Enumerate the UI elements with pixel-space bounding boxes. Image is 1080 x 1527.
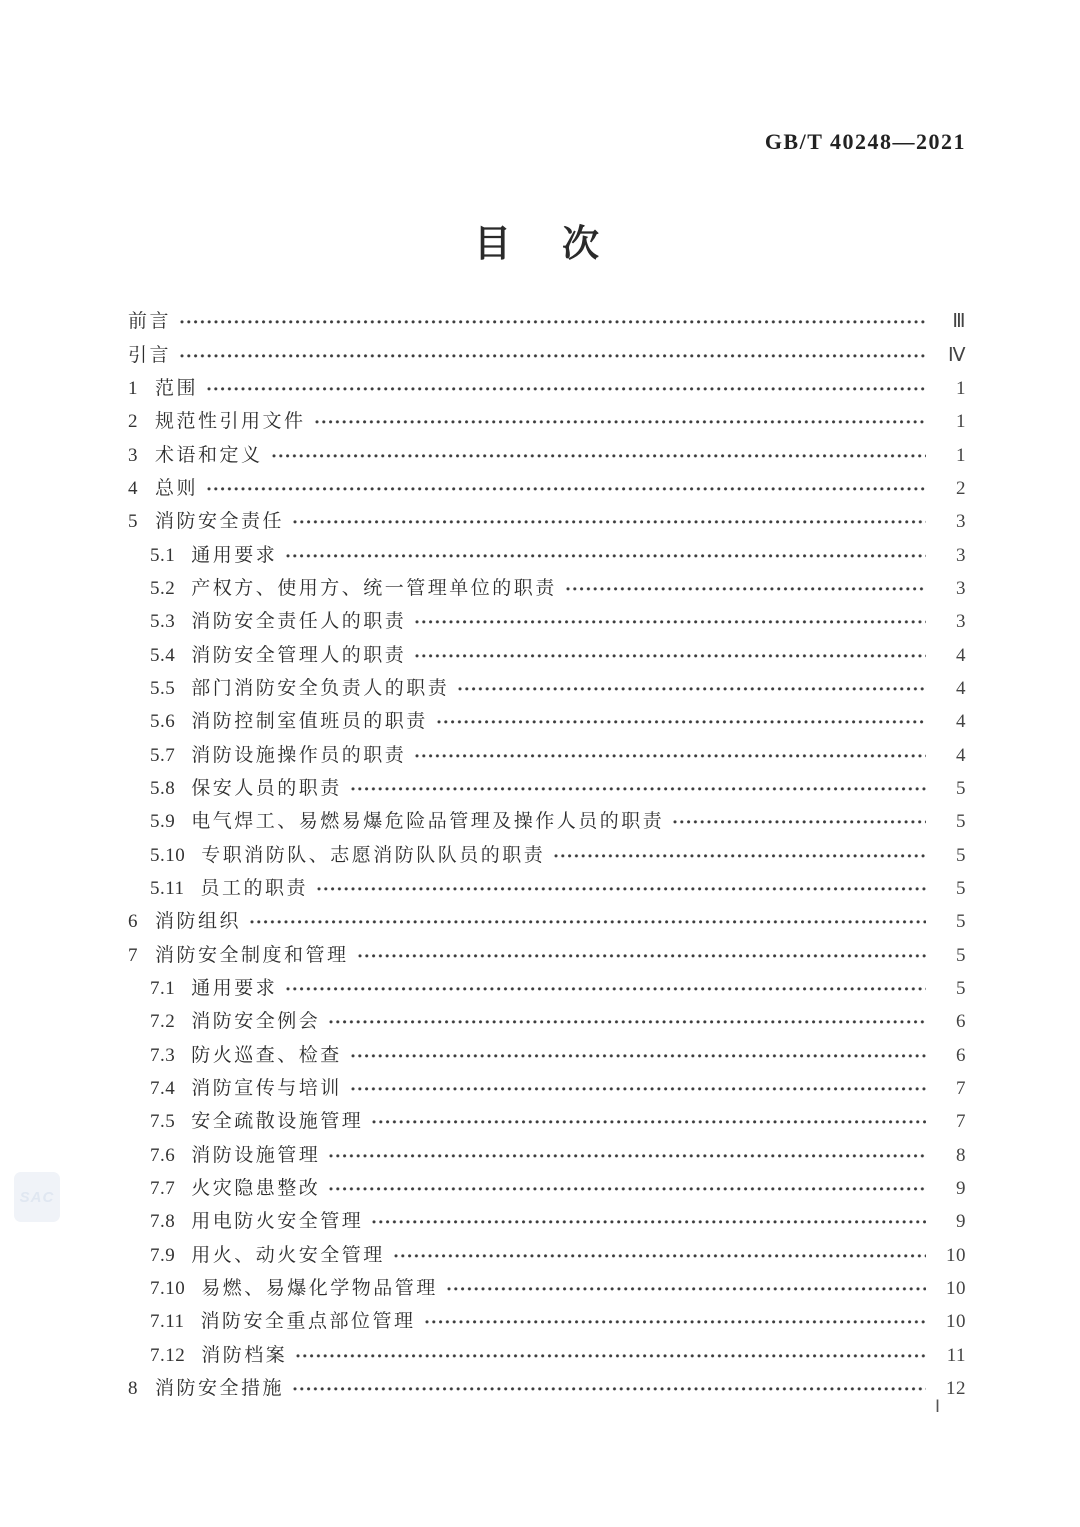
toc-leader-dots xyxy=(414,746,926,765)
toc-entry-number: 5.3 xyxy=(150,611,176,633)
toc-entry-title: 消防组织 xyxy=(155,911,242,933)
toc-entry[interactable] xyxy=(128,538,966,571)
toc-entry-page: 5 xyxy=(956,878,966,900)
toc-leader-dots xyxy=(565,579,926,598)
toc-entry-title: 术语和定义 xyxy=(155,444,263,466)
toc-entry-title: 消防安全制度和管理 xyxy=(155,944,349,966)
toc-entry-number: 7.6 xyxy=(150,1144,176,1166)
toc-leader-dots xyxy=(457,679,926,698)
toc-entry-page: 5 xyxy=(956,978,966,1000)
toc-leader-dots xyxy=(285,546,926,565)
toc-leader-dots xyxy=(316,879,926,898)
toc-leader-dots xyxy=(446,1279,926,1298)
toc-entry-page: 4 xyxy=(956,644,966,666)
toc-entry-title: 消防宣传与培训 xyxy=(191,1078,342,1100)
standard-code: GB/T 40248—2021 xyxy=(764,129,966,154)
toc-entry[interactable] xyxy=(128,472,966,505)
toc-entry-number: 5.2 xyxy=(150,577,176,599)
toc-leader-dots xyxy=(393,1246,926,1265)
toc-entry[interactable] xyxy=(128,1005,966,1038)
toc-entry[interactable] xyxy=(128,705,966,738)
toc-leader-dots xyxy=(271,446,926,465)
sac-watermark-logo xyxy=(14,1172,60,1222)
toc-leader-dots xyxy=(436,712,926,731)
toc-entry-title: 通用要求 xyxy=(191,978,278,1000)
toc-entry-number: 7.4 xyxy=(150,1078,176,1100)
toc-entry-title: 防火巡查、检查 xyxy=(191,1044,342,1066)
toc-entry-title: 消防安全管理人的职责 xyxy=(191,644,407,666)
toc-entry-number: 7.9 xyxy=(150,1244,176,1266)
toc-entry-number: 2 xyxy=(128,411,138,433)
toc-entry[interactable] xyxy=(128,1372,966,1405)
toc-entry-title: 部门消防安全负责人的职责 xyxy=(191,677,450,699)
toc-entry-number: 7.1 xyxy=(150,978,176,1000)
toc-entry-number: 5.11 xyxy=(150,878,185,900)
toc-entry[interactable] xyxy=(128,905,966,938)
toc-entry-title: 用电防火安全管理 xyxy=(191,1211,364,1233)
toc-entry-page: 11 xyxy=(946,1344,966,1366)
toc-entry-number: 7.3 xyxy=(150,1044,176,1066)
toc-entry[interactable] xyxy=(128,872,966,905)
toc-entry-number: 7.10 xyxy=(150,1278,186,1300)
toc-leader-dots xyxy=(206,379,926,398)
toc-leader-dots xyxy=(371,1212,926,1231)
toc-entry[interactable] xyxy=(128,1339,966,1372)
toc-entry-page: 5 xyxy=(956,844,966,866)
toc-entry-title: 员工的职责 xyxy=(200,878,309,900)
toc-entry-number: 5.1 xyxy=(150,544,176,566)
toc-entry[interactable] xyxy=(128,305,966,338)
toc-leader-dots xyxy=(179,312,926,331)
toc-entry-page: 10 xyxy=(946,1311,966,1333)
toc-entry[interactable] xyxy=(128,605,966,638)
toc-leader-dots xyxy=(292,1379,926,1398)
toc-entry-page: 6 xyxy=(956,1044,966,1066)
toc-entry[interactable] xyxy=(128,805,966,838)
toc-leader-dots xyxy=(179,346,926,365)
toc-entry[interactable] xyxy=(128,638,966,671)
toc-entry-page: 6 xyxy=(956,1011,966,1033)
toc-entry-number: 5.9 xyxy=(150,811,176,833)
toc-entry-number: 5.6 xyxy=(150,711,176,733)
toc-entry-title: 消防档案 xyxy=(201,1344,288,1366)
toc-leader-dots xyxy=(414,646,926,665)
toc-leader-dots xyxy=(350,779,926,798)
toc-entry-number: 5.8 xyxy=(150,777,176,799)
toc-entry-title: 消防安全责任人的职责 xyxy=(191,611,407,633)
toc-entry[interactable] xyxy=(128,372,966,405)
toc-entry-title: 专职消防队、志愿消防队队员的职责 xyxy=(201,844,546,866)
toc-entry-title: 火灾隐患整改 xyxy=(191,1178,321,1200)
toc-entry-page: 2 xyxy=(956,477,966,499)
toc-entry-number: 7.8 xyxy=(150,1211,176,1233)
toc-entry[interactable] xyxy=(128,1305,966,1338)
toc-entry-title: 总则 xyxy=(155,477,199,499)
toc-leader-dots xyxy=(350,1079,926,1098)
toc-leader-dots xyxy=(672,812,926,831)
toc-leader-dots xyxy=(371,1112,926,1131)
watermark-text: SAC xyxy=(19,1188,55,1206)
toc-entry-page: 3 xyxy=(956,544,966,566)
toc-entry-page: 1 xyxy=(956,411,966,433)
toc-entry-page: 9 xyxy=(956,1211,966,1233)
toc-entry-page: Ⅲ xyxy=(952,311,966,333)
toc-entry-title: 通用要求 xyxy=(191,544,278,566)
toc-entry[interactable] xyxy=(128,672,966,705)
toc-entry[interactable] xyxy=(128,1205,966,1238)
toc-entry-title: 消防设施管理 xyxy=(191,1144,321,1166)
toc-entry[interactable] xyxy=(128,1172,966,1205)
toc-entry-number: 5.10 xyxy=(150,844,186,866)
toc-entry-page: 1 xyxy=(956,444,966,466)
toc-entry[interactable] xyxy=(128,338,966,371)
toc-entry-title: 用火、动火安全管理 xyxy=(191,1244,385,1266)
toc-entry-number: 6 xyxy=(128,911,138,933)
toc-entry[interactable] xyxy=(128,738,966,771)
toc-entry[interactable] xyxy=(128,939,966,972)
toc-entry[interactable] xyxy=(128,1039,966,1072)
toc-entry-title: 易燃、易爆化学物品管理 xyxy=(201,1278,438,1300)
toc-entry-title: 消防控制室值班员的职责 xyxy=(191,711,428,733)
toc-entry-page: 1 xyxy=(956,377,966,399)
toc-entry[interactable] xyxy=(128,1239,966,1272)
toc-entry-number: 3 xyxy=(128,444,138,466)
toc-entry-page: 5 xyxy=(956,811,966,833)
toc-entry[interactable] xyxy=(128,1072,966,1105)
toc-entry[interactable] xyxy=(128,1272,966,1305)
toc-entry-page: 5 xyxy=(956,944,966,966)
toc-entry-title: 前言 xyxy=(128,311,172,333)
toc-entry[interactable] xyxy=(128,972,966,1005)
toc-entry-page: 4 xyxy=(956,711,966,733)
toc-entry-number: 4 xyxy=(128,477,138,499)
toc-entry-number: 7.5 xyxy=(150,1111,176,1133)
toc-entry[interactable] xyxy=(128,839,966,872)
toc-entry-number: 7.11 xyxy=(150,1311,185,1333)
toc-entry[interactable] xyxy=(128,772,966,805)
toc-leader-dots xyxy=(249,912,926,931)
toc-entry[interactable] xyxy=(128,405,966,438)
toc-entry-page: 10 xyxy=(946,1278,966,1300)
toc-entry-page: 3 xyxy=(956,577,966,599)
toc-entry-page: 7 xyxy=(956,1111,966,1133)
toc-entry-page: 3 xyxy=(956,611,966,633)
toc-leader-dots xyxy=(295,1346,926,1365)
toc-entry[interactable] xyxy=(128,572,966,605)
toc-entry-title: 消防安全措施 xyxy=(155,1378,285,1400)
toc-entry-title: 规范性引用文件 xyxy=(155,411,306,433)
toc-entry[interactable] xyxy=(128,1139,966,1172)
toc-entry-number: 5 xyxy=(128,511,138,533)
toc-entry-number: 5.5 xyxy=(150,677,176,699)
toc-entry-number: 7 xyxy=(128,944,138,966)
toc-entry-number: 7.7 xyxy=(150,1178,176,1200)
toc-entry[interactable] xyxy=(128,438,966,471)
toc-leader-dots xyxy=(424,1312,926,1331)
toc-leader-dots xyxy=(285,979,926,998)
toc-entry-title: 消防安全重点部位管理 xyxy=(200,1311,416,1333)
toc-entry-number: 7.2 xyxy=(150,1011,176,1033)
toc-entry-page: 7 xyxy=(956,1078,966,1100)
toc-entry-title: 消防安全责任 xyxy=(155,511,285,533)
toc-list xyxy=(128,305,966,1405)
toc-entry-title: 范围 xyxy=(155,377,199,399)
toc-entry-number: 8 xyxy=(128,1378,138,1400)
toc-entry-page: 9 xyxy=(956,1178,966,1200)
toc-leader-dots xyxy=(328,1146,926,1165)
toc-leader-dots xyxy=(328,1012,926,1031)
toc-leader-dots xyxy=(314,412,926,431)
page-number: Ⅰ xyxy=(934,1397,940,1416)
toc-entry[interactable] xyxy=(128,1105,966,1138)
toc-entry-title: 消防设施操作员的职责 xyxy=(191,744,407,766)
toc-entry-title: 电气焊工、易燃易爆危险品管理及操作人员的职责 xyxy=(191,811,665,833)
toc-leader-dots xyxy=(553,846,926,865)
toc-leader-dots xyxy=(292,512,926,531)
toc-leader-dots xyxy=(328,1179,926,1198)
toc-entry[interactable] xyxy=(128,505,966,538)
toc-entry-number: 5.4 xyxy=(150,644,176,666)
toc-leader-dots xyxy=(350,1046,926,1065)
page-title: 目 次 xyxy=(474,223,606,264)
toc-entry-page: 10 xyxy=(946,1244,966,1266)
toc-entry-page: 8 xyxy=(956,1144,966,1166)
toc-leader-dots xyxy=(206,479,926,498)
toc-entry-title: 安全疏散设施管理 xyxy=(191,1111,364,1133)
toc-entry-title: 引言 xyxy=(128,344,172,366)
toc-entry-page: 12 xyxy=(946,1378,966,1400)
toc-leader-dots xyxy=(414,612,926,631)
toc-entry-number: 7.12 xyxy=(150,1344,186,1366)
toc-entry-title: 消防安全例会 xyxy=(191,1011,321,1033)
toc-leader-dots xyxy=(357,946,926,965)
toc-entry-page: Ⅳ xyxy=(947,344,966,366)
toc-entry-page: 5 xyxy=(956,911,966,933)
toc-entry-number: 1 xyxy=(128,377,138,399)
toc-entry-title: 保安人员的职责 xyxy=(191,777,342,799)
toc-entry-page: 4 xyxy=(956,677,966,699)
toc-entry-page: 3 xyxy=(956,511,966,533)
toc-entry-title: 产权方、使用方、统一管理单位的职责 xyxy=(191,577,557,599)
toc-entry-page: 4 xyxy=(956,744,966,766)
toc-entry-number: 5.7 xyxy=(150,744,176,766)
toc-entry-page: 5 xyxy=(956,777,966,799)
